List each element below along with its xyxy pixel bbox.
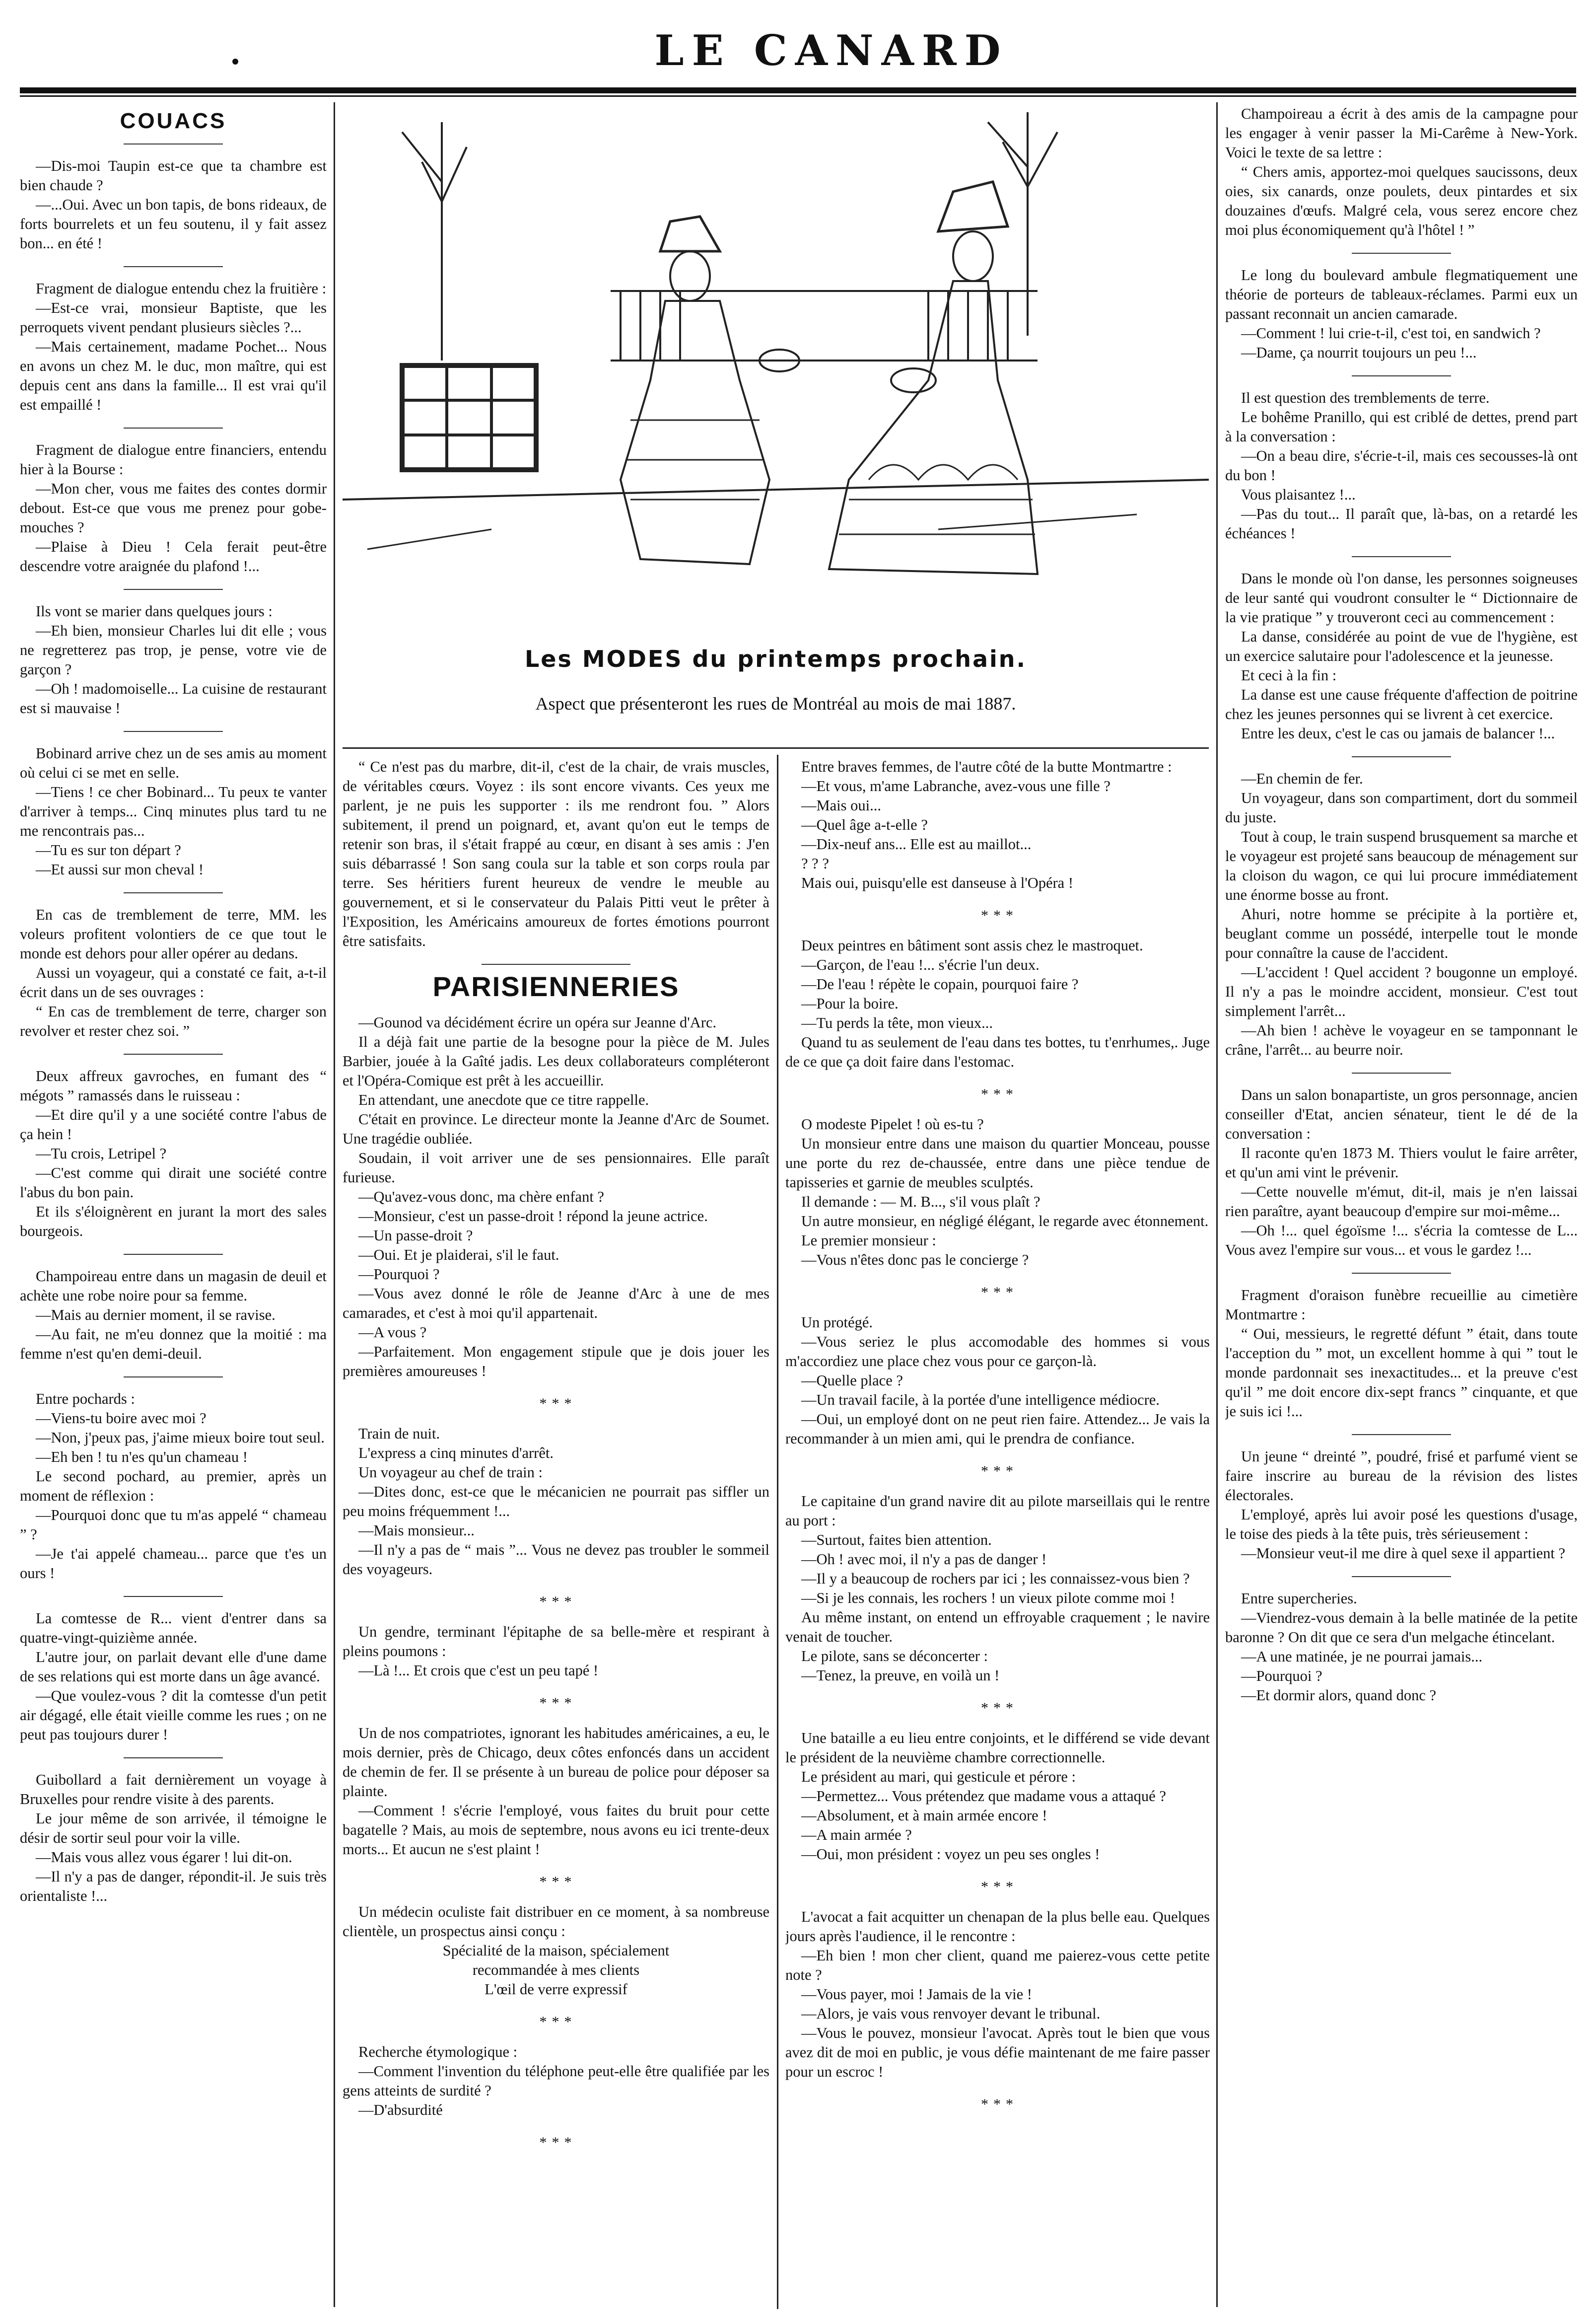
anecdotes-body	[785, 757, 1210, 2114]
item-separator	[1352, 375, 1451, 376]
parisienneries-column	[343, 757, 769, 2307]
asterism-separator: * * *	[539, 1593, 573, 1610]
paragraph: —A vous ?	[358, 1324, 427, 1341]
paragraph: —Parfaitement. Mon engagement stipule que je dois jouer les premières amoureuses !	[343, 1343, 769, 1379]
paragraph: —D'absurdité	[358, 2101, 443, 2118]
item-separator	[1352, 253, 1451, 254]
paragraph: —Tu perds la tête, mon vieux...	[801, 1014, 993, 1031]
paragraph: —Est-ce vrai, monsieur Baptiste, que les perroquets vivent pendant plusieurs siècles ?...	[20, 299, 327, 336]
paragraph: Un autre monsieur, en négligé élégant, le regarde avec étonnement.	[801, 1213, 1209, 1230]
paragraph: —Monsieur veut-il me dire à quel sexe il appartient ?	[1241, 1545, 1565, 1562]
paragraph: —Oui, un employé dont on ne peut rien faire. Attendez... Je vais la recommander à un mien ami, qui le prendra de confiance.	[785, 1411, 1210, 1447]
paragraph: Un voyageur, dans son compartiment, dort du sommeil du juste.	[1225, 790, 1578, 826]
centered-line: L'œil de verre expressif	[485, 1981, 627, 1998]
paragraph: Il demande : — M. B..., s'il vous plaît ?	[801, 1193, 1041, 1210]
paragraph: —Alors, je vais vous renvoyer devant le tribunal.	[801, 2005, 1101, 2022]
paragraph: —Eh bien ! mon cher client, quand me paierez-vous cette petite note ?	[785, 1947, 1210, 1983]
paragraph: Bobinard arrive chez un de ses amis au moment où celui ci se met en selle.	[20, 745, 327, 781]
item-separator	[124, 1376, 223, 1377]
paragraph: —Mais oui...	[801, 797, 881, 814]
paragraph: L'autre jour, on parlait devant elle d'une dame de ses relations qui est morte dans un âge avancé.	[20, 1649, 327, 1685]
paragraph: La danse, considérée au point de vue de l'hygiène, est un exercice salutaire pour l'adolescence et la jeunesse.	[1225, 628, 1578, 664]
paragraph: —Dix-neuf ans... Elle est au maillot...	[801, 836, 1032, 853]
paragraph: Au même instant, on entend un effroyable craquement ; le navire venait de toucher.	[785, 1609, 1210, 1645]
masthead	[0, 0, 1596, 84]
paragraph: —Oh ! avec moi, il n'y a pas de danger !	[801, 1551, 1047, 1568]
paragraph: Entre pochards :	[36, 1390, 135, 1407]
paragraph: “ En cas de tremblement de terre, charger son revolver et rester chez soi. ”	[20, 1003, 327, 1039]
item-separator	[124, 892, 223, 893]
illustration-caption-subtitle: Aspect que présenteront les rues de Montréal au mois de mai 1887.	[535, 694, 1016, 714]
paragraph: Ils vont se marier dans quelques jours :	[36, 603, 273, 620]
paragraph: Recherche étymologique :	[358, 2043, 518, 2060]
item-separator	[1352, 556, 1451, 557]
paragraph: L'avocat a fait acquitter un chenapan de la plus belle eau. Quelques jours après l'audience, il le rencontre :	[785, 1908, 1210, 1945]
paragraph: —Oh !... quel égoïsme !... s'écria la comtesse de L... Vous avez l'empire sur vous... et vous le gardez !...	[1225, 1222, 1578, 1258]
asterism-separator: * * *	[539, 1395, 573, 1412]
section-rule	[482, 964, 630, 965]
paragraph: —Dites donc, est-ce que le mécanicien ne pourrait pas siffler un peu moins fréquemment !...	[343, 1483, 769, 1519]
paragraph: Deux peintres en bâtiment sont assis chez le mastroquet.	[801, 937, 1143, 954]
asterism-separator: * * *	[539, 2134, 573, 2151]
paragraph: —Pour la boire.	[801, 995, 899, 1012]
paragraph: Vous plaisantez !...	[1241, 486, 1356, 503]
right-column	[1225, 104, 1578, 2309]
paragraph: —On a beau dire, s'écrie-t-il, mais ces secousses-là ont du bon !	[1225, 447, 1578, 484]
paragraph: —Que voulez-vous ? dit la comtesse d'un petit air dégagé, elle était vieille comme les rues ; on ne peut pas toujours durer !	[20, 1687, 327, 1743]
right-column-body	[1225, 104, 1578, 1705]
paragraph: Le second pochard, au premier, après un moment de réflexion :	[20, 1468, 327, 1504]
paragraph: —Non, j'peux pas, j'aime mieux boire tout seul.	[36, 1429, 325, 1446]
paragraph: Un jeune “ dreinté ”, poudré, frisé et parfumé vient se faire inscrire au bureau de la révision des listes électorales.	[1225, 1448, 1578, 1504]
newspaper-title: LE CANARD	[654, 26, 1009, 75]
paragraph: —Vous le pouvez, monsieur l'avocat. Après tout le bien que vous avez dit de moi en public, je vous défie maintenant de me faire passer pour un escroc !	[785, 2025, 1210, 2080]
item-separator	[124, 589, 223, 590]
paragraph: —Vous seriez le plus accomodable des hommes si vous m'accordiez une place chez vous pour ce garçon-là.	[785, 1333, 1210, 1370]
paragraph: —Quel âge a-t-elle ?	[801, 816, 928, 833]
item-separator	[124, 266, 223, 267]
paragraph: Train de nuit.	[358, 1425, 440, 1442]
paragraph: En cas de tremblement de terre, MM. les voleurs profitent volontiers de ce que tout le monde est dehors pour aller opérer au dedans.	[20, 906, 327, 962]
paragraph: —Dame, ça nourrit toujours un peu !...	[1241, 344, 1477, 361]
paragraph: Le jour même de son arrivée, il témoigne le désir de sortir seul pour voir la ville.	[20, 1810, 327, 1846]
illustration-caption-title: Les MODES du printemps prochain.	[524, 646, 1027, 672]
paragraph: —Et dormir alors, quand donc ?	[1241, 1687, 1437, 1704]
paragraph: —Monsieur, c'est un passe-droit ! répond la jeune actrice.	[358, 1208, 708, 1225]
couacs-title: COUACS	[120, 109, 227, 133]
paragraph: “ Chers amis, apportez-moi quelques saucissons, deux oies, six canards, onze poulets, deux pintardes et six douzaines d'œufs. Malgré cela, vous serez encore chez moi plus économiquement qu'à l'hôtel ! ”	[1225, 163, 1578, 238]
paragraph: Un protégé.	[801, 1314, 873, 1331]
paragraph: La danse est une cause fréquente d'affection de poitrine chez les jeunes personnes qui se livrent à cet exercice.	[1225, 686, 1578, 723]
lead-article-body	[343, 757, 769, 951]
paragraph: —Comment ! lui crie-t-il, c'est toi, en sandwich ?	[1241, 325, 1541, 342]
column-rule-4	[1216, 102, 1218, 2307]
paragraph: —De l'eau ! répète le copain, pourquoi faire ?	[801, 976, 1079, 993]
asterism-separator: * * *	[980, 1879, 1014, 1895]
centered-line: Spécialité de la maison, spécialement	[442, 1942, 670, 1959]
column-rule-2	[777, 755, 778, 2309]
centered-line: recommandée à mes clients	[472, 1961, 640, 1978]
paragraph: —A une matinée, je ne pourrai jamais...	[1241, 1648, 1483, 1665]
paragraph: —Gounod va décidément écrire un opéra sur Jeanne d'Arc.	[358, 1014, 717, 1031]
caption-rule	[343, 747, 1209, 749]
paragraph: La comtesse de R... vient d'entrer dans sa quatre-vingt-quizième année.	[20, 1610, 327, 1646]
item-separator	[1352, 756, 1451, 757]
paragraph: Et ils s'éloignèrent en jurant la mort des sales bourgeois.	[20, 1203, 327, 1239]
paragraph: Il raconte qu'en 1873 M. Thiers voulut le faire arrêter, et qu'un ami vint le prévenir.	[1225, 1145, 1578, 1181]
paragraph: —Viens-tu boire avec moi ?	[36, 1410, 207, 1427]
paragraph: Deux affreux gavroches, en fumant des “ mégots ” ramassés dans le ruisseau :	[20, 1068, 327, 1104]
paragraph: —Oui. Et je plaiderai, s'il le faut.	[358, 1246, 559, 1263]
couacs-column	[20, 104, 327, 2309]
masthead-rule-thin	[20, 95, 1576, 97]
paragraph: —Oui, mon président : voyez un peu ses ongles !	[801, 1846, 1100, 1863]
paragraph: Le président au mari, qui gesticule et pérore :	[801, 1768, 1076, 1785]
paragraph: Fragment de dialogue entendu chez la fruitière :	[36, 280, 327, 297]
asterism-separator: * * *	[539, 2014, 573, 2030]
paragraph: —Pas du tout... Il paraît que, là-bas, on a retardé les échéances !	[1225, 506, 1578, 542]
paragraph: —Qu'avez-vous donc, ma chère enfant ?	[358, 1188, 604, 1205]
asterism-separator: * * *	[980, 2096, 1014, 2112]
paragraph: —Surtout, faites bien attention.	[801, 1531, 992, 1548]
paragraph: “ Oui, messieurs, le regretté défunt ” était, dans toute l'acception du ” mot, un excellent homme à qui ” tout le monde pardonnait ses inexactitudes... et la preuve c'est qu'il ” me doit encore dix-sept francs ” cinquante, et que je suis ici !...	[1225, 1325, 1578, 1420]
paragraph: —Permettez... Vous prétendez que madame vous a attaqué ?	[801, 1788, 1166, 1805]
paragraph: —Un passe-droit ?	[358, 1227, 473, 1244]
asterism-separator: * * *	[980, 1086, 1014, 1102]
paragraph: —Tu crois, Letripel ?	[36, 1145, 167, 1162]
asterism-separator: * * *	[539, 1874, 573, 1890]
paragraph: —Là !... Et crois que c'est un peu tapé !	[358, 1662, 599, 1679]
paragraph: —Et dire qu'il y a une société contre l'abus de ça hein !	[20, 1106, 327, 1143]
paragraph: Champoireau a écrit à des amis de la campagne pour les engager à venir passer la Mi-Carême à New-York. Voici le texte de sa lettre :	[1225, 105, 1578, 161]
paragraph: —Absolument, et à main armée encore !	[801, 1807, 1047, 1824]
paragraph: Le pilote, sans se déconcerter :	[801, 1648, 988, 1664]
paragraph: —Mais certainement, madame Pochet... Nous en avons un chez M. le duc, mon maître, qui est depuis cent ans dans la famille... Il est vrai qu'il est empaillé !	[20, 338, 327, 413]
parisienneries-title: PARISIENNERIES	[432, 971, 680, 1002]
paragraph: “ Ce n'est pas du marbre, dit-il, c'est de la chair, de vrais muscles, de véritables cœurs. Voyez : ils sont encore vivants. Ces yeux me parlent, je ne puis les supporter : ils me rendront fou. ” Alors subitement, il prend un poignard, et, avant qu'on eut le temps de retenir son bras, il s'était frappé au cœur, en disant à ses amis : J'en suis débarrassé ! Son sang coula sur la table et son corps roula par terre. Ses héritiers furent heureux de vendre le meuble au gouvernement, et si le conservateur du Palais Pitti veut le prêter à l'Exposition, les Américains amoureux de fortes émotions pourront être satisfaits.	[343, 758, 769, 949]
item-separator	[1352, 1273, 1451, 1274]
item-separator	[124, 1596, 223, 1597]
paragraph: —Quelle place ?	[801, 1372, 903, 1389]
paragraph: —Comment ! s'écrie l'employé, vous faites du bruit pour cette bagatelle ? Mais, au mois de septembre, nous avons eu ici trente-deux morts... Et aucun ne s'est plaint !	[343, 1802, 769, 1858]
paragraph: Fragment de dialogue entre financiers, entendu hier à la Bourse :	[20, 441, 327, 478]
paragraph: —Il n'y a pas de danger, répondit-il. Je suis très orientaliste !...	[20, 1868, 327, 1904]
paragraph: —Mais au dernier moment, il se ravise.	[36, 1306, 276, 1323]
paragraph: —L'accident ! Quel accident ? bougonne un employé. Il n'y a pas le moindre accident, monsieur. C'est tout simplement l'arrêt...	[1225, 964, 1578, 1019]
paragraph: —Pourquoi donc que tu m'as appelé “ chameau ” ?	[20, 1507, 327, 1543]
paragraph: C'était en province. Le directeur monte la Jeanne d'Arc de Soumet. Une tragédie oubliée.	[343, 1111, 769, 1147]
paragraph: —Si je les connais, les rochers ! un vieux pilote comme moi !	[801, 1590, 1176, 1606]
paragraph: —Tiens ! ce cher Bobinard... Tu peux te vanter d'arriver à temps... Cinq minutes plus tard tu ne me rencontrais pas...	[20, 784, 327, 839]
paragraph: Mais oui, puisqu'elle est danseuse à l'Opéra !	[801, 874, 1073, 891]
paragraph: Un monsieur entre dans une maison du quartier Monceau, pousse une porte du rez de-chaussée, entre dans une pièce tendue de tapisseries et garnie de meubles sculptés.	[785, 1135, 1210, 1191]
paragraph: Un médecin oculiste fait distribuer en ce moment, à sa nombreuse clientèle, un prospectus ainsi conçu :	[343, 1903, 769, 1940]
paragraph: —C'est comme qui dirait une société contre l'abus du bon pain.	[20, 1164, 327, 1201]
paragraph: —Au fait, ne m'eu donnez que la moitié : ma femme n'est qu'en demi-deuil.	[20, 1326, 327, 1362]
paragraph: Le capitaine d'un grand navire dit au pilote marseillais qui le rentre au port :	[785, 1493, 1210, 1529]
paragraph: Le premier monsieur :	[801, 1232, 936, 1249]
paragraph: Soudain, il voit arriver une de ses pensionnaires. Elle paraît furieuse.	[343, 1150, 769, 1186]
paragraph: Un gendre, terminant l'épitaphe de sa belle-mère et respirant à pleins poumons :	[343, 1623, 769, 1660]
paragraph: Aussi un voyageur, qui a constaté ce fait, a-t-il écrit dans un de ses ouvrages :	[20, 964, 327, 1001]
paragraph: L'express a cinq minutes d'arrêt.	[358, 1445, 554, 1461]
paragraph: —Un travail facile, à la portée d'une intelligence médiocre.	[801, 1391, 1160, 1408]
paragraph: —Je t'ai appelé chameau... parce que t'es un ours !	[20, 1545, 327, 1582]
paragraph: —En chemin de fer.	[1241, 770, 1363, 787]
item-separator	[124, 428, 223, 429]
fashion-illustration	[343, 102, 1209, 639]
paragraph: L'employé, après lui avoir posé les questions d'usage, le toise des pieds à la tête puis, très sérieusement :	[1225, 1506, 1578, 1542]
paragraph: —Mon cher, vous me faites des contes dormir debout. Est-ce que vous me prenez pour gobe-mouches ?	[20, 480, 327, 536]
paragraph: —Mais vous allez vous égarer ! lui dit-on.	[36, 1849, 292, 1866]
paragraph: Ahuri, notre homme se précipite à la portière et, beuglant comme un possédé, interpelle tout le monde pour connaître la cause de l'accident.	[1225, 906, 1578, 961]
paragraph: Un voyageur au chef de train :	[358, 1464, 543, 1481]
item-separator	[124, 1254, 223, 1255]
paragraph: —Eh bien, monsieur Charles lui dit elle ; vous ne regretterez pas trop, je pense, votre vie de garçon ?	[20, 622, 327, 678]
anecdotes-column	[785, 757, 1210, 2307]
paragraph: Le bohême Pranillo, qui est criblé de dettes, prend part à la conversation :	[1225, 409, 1578, 445]
paragraph: —A main armée ?	[801, 1826, 912, 1843]
paragraph: —Vous n'êtes donc pas le concierge ?	[801, 1251, 1029, 1268]
paragraph: —Il y a beaucoup de rochers par ici ; les connaissez-vous bien ?	[801, 1570, 1190, 1587]
paragraph: —Cette nouvelle m'émut, dit-il, mais je n'en laissai rien paraître, ayant beaucoup d'empire sur moi-même...	[1225, 1183, 1578, 1220]
paragraph: Une bataille a eu lieu entre conjoints, et le différend se vide devant le président de la neuvième chambre correctionnelle.	[785, 1730, 1210, 1766]
title-rule	[124, 144, 223, 145]
asterism-separator: * * *	[539, 1695, 573, 1711]
paragraph: O modeste Pipelet ! où es-tu ?	[801, 1116, 984, 1133]
couacs-body	[20, 156, 327, 1906]
paragraph: —Mais monsieur...	[358, 1522, 475, 1539]
paragraph: —Et vous, m'ame Labranche, avez-vous une fille ?	[801, 778, 1110, 795]
paragraph: Entre supercheries.	[1241, 1590, 1357, 1607]
paragraph: —Tenez, la preuve, en voilà un !	[801, 1667, 1000, 1684]
parisienneries-body	[343, 1013, 769, 2152]
paragraph: —Dis-moi Taupin est-ce que ta chambre est bien chaude ?	[20, 157, 327, 194]
paragraph: Quand tu as seulement de l'eau dans tes bottes, tu t'enrhumes,. Juge de ce que ça doit faire dans l'estomac.	[785, 1034, 1210, 1070]
paragraph: Il a déjà fait une partie de la besogne pour la pièce de M. Jules Barbier, jouée à la Gaîté jadis. Les deux collaborateurs compléteront et l'Opéra-Comique est prêt à les accueillir.	[343, 1033, 769, 1089]
paragraph: Un de nos compatriotes, ignorant les habitudes américaines, a eu, le mois dernier, près de Chicago, deux côtes enfoncés dans un accident de chemin de fer. Il se présente à un bureau de police pour déposer sa plainte.	[343, 1725, 769, 1800]
paragraph: En attendant, une anecdote que ce titre rappelle.	[358, 1091, 649, 1108]
paragraph: —Comment l'invention du téléphone peut-elle être qualifiée par les gens atteints de surdité ?	[343, 2063, 769, 2099]
paragraph: —Plaise à Dieu ! Cela ferait peut-être descendre votre araignée du plafond !...	[20, 538, 327, 575]
asterism-separator: * * *	[980, 1284, 1014, 1301]
paragraph: Dans le monde où l'on danse, les personnes soigneuses de leur santé qui voudront consulter le “ Dictionnaire de la vie pratique ” y trouveront ceci au commencement :	[1225, 570, 1578, 626]
paragraph: —Oh ! madomoiselle... La cuisine de restaurant est si mauvaise !	[20, 680, 327, 717]
paragraph: Et ceci à la fin :	[1241, 667, 1337, 684]
paragraph: —Garçon, de l'eau !... s'écrie l'un deux.	[801, 956, 1040, 973]
paragraph: —Il n'y a pas de “ mais ”... Vous ne devez pas troubler le sommeil des voyageurs.	[343, 1541, 769, 1578]
paragraph: —Pourquoi ?	[1241, 1667, 1322, 1684]
paragraph: Champoireau entre dans un magasin de deuil et achète une robe noire pour sa femme.	[20, 1268, 327, 1304]
paragraph: Le long du boulevard ambule flegmatiquement une théorie de porteurs de tableaux-réclames. Parmi eux un passant reconnait un ancien camarade.	[1225, 267, 1578, 322]
paragraph: —Ah bien ! achève le voyageur en se tamponnant le crâne, l'arrêt... au beurre noir.	[1225, 1022, 1578, 1058]
item-separator	[124, 731, 223, 732]
item-separator	[124, 1757, 223, 1758]
illustration-drawing	[343, 102, 1209, 639]
paragraph: Il est question des tremblements de terre.	[1241, 389, 1490, 406]
asterism-separator: * * *	[980, 1700, 1014, 1716]
column-rule-1	[334, 102, 335, 2307]
paragraph: ? ? ?	[801, 855, 829, 872]
ornament-dot	[232, 59, 238, 65]
paragraph: Dans un salon bonapartiste, un gros personnage, ancien conseiller d'Etat, ancien sénateur, tient le dé de la conversation :	[1225, 1086, 1578, 1142]
paragraph: —Et aussi sur mon cheval !	[36, 861, 204, 878]
paragraph: —Vous payer, moi ! Jamais de la vie !	[801, 1986, 1032, 2003]
item-separator	[1352, 1073, 1451, 1074]
paragraph: Entre braves femmes, de l'autre côté de la butte Montmartre :	[801, 758, 1172, 775]
asterism-separator: * * *	[980, 1463, 1014, 1479]
paragraph: Guibollard a fait dernièrement un voyage à Bruxelles pour rendre visite à des parents.	[20, 1771, 327, 1808]
item-separator	[124, 1054, 223, 1055]
paragraph: —Vous avez donné le rôle de Jeanne d'Arc à une de mes camarades, et c'est à moi qu'il appartenait.	[343, 1285, 769, 1321]
paragraph: —...Oui. Avec un bon tapis, de bons rideaux, de forts bourrelets et un feu soutenu, il y fait assez bon... en été !	[20, 196, 327, 252]
asterism-separator: * * *	[980, 907, 1014, 924]
paragraph: Entre les deux, c'est le cas ou jamais de balancer !...	[1241, 725, 1555, 742]
item-separator	[1352, 1576, 1451, 1577]
paragraph: —Viendrez-vous demain à la belle matinée de la petite baronne ? On dit que ce sera d'un melgache étincelant.	[1225, 1609, 1578, 1646]
paragraph: —Eh ben ! tu n'es qu'un chameau !	[36, 1448, 248, 1465]
paragraph: —Tu es sur ton départ ?	[36, 842, 181, 859]
item-separator	[1352, 1434, 1451, 1435]
paragraph: Fragment d'oraison funèbre recueillie au cimetière Montmartre :	[1225, 1287, 1578, 1323]
paragraph: Tout à coup, le train suspend brusquement sa marche et le voyageur est projeté sans beaucoup de ménagement sur la cloison du wagon, ce qui lui procure immédiatement une énorme bosse au front.	[1225, 828, 1578, 903]
paragraph: —Pourquoi ?	[358, 1266, 440, 1283]
masthead-rule	[20, 87, 1576, 93]
